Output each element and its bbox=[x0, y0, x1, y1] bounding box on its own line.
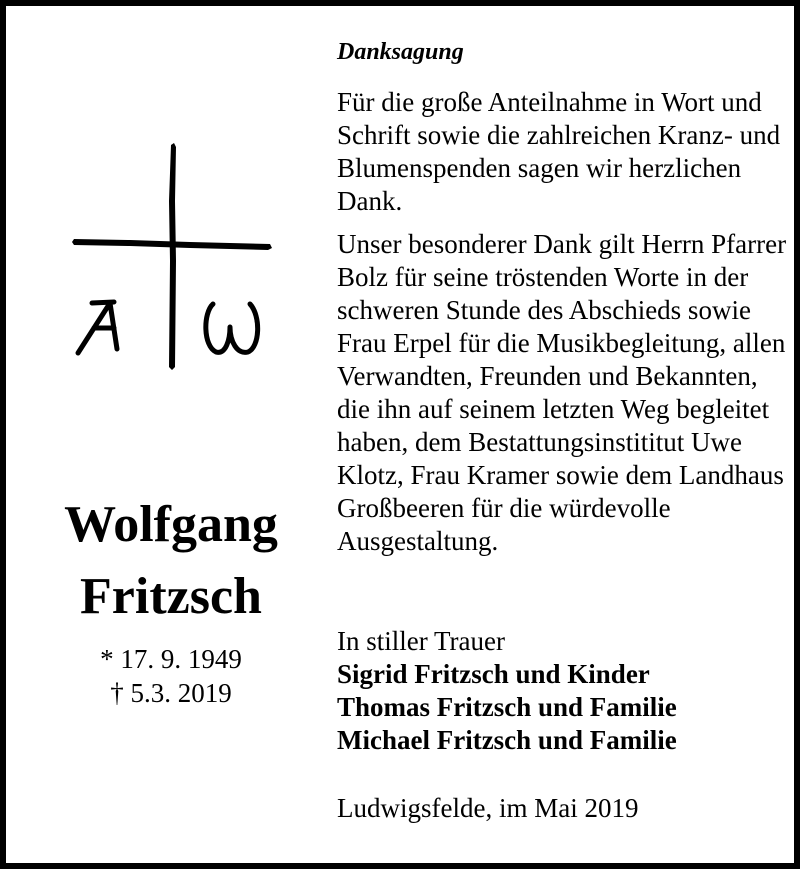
place-date: Ludwigsfelde, im Mai 2019 bbox=[337, 793, 639, 823]
family-line: Thomas Fritzsch und Familie bbox=[337, 692, 677, 722]
deceased-last-name: Fritzsch bbox=[80, 568, 262, 625]
mourning-line: In stiller Trauer bbox=[337, 626, 505, 656]
paragraph-special-thanks: Unser besonderer Dank gilt Herrn Pfarrer Bolz für seine tröstenden Worte in der schweren Stunde des Abschieds sowie Frau Erpel für die Musikbegleitung, allen Verwandten, Freunden und Bekannten, die ihn auf seinem letzten Weg begleitet haben, dem Bestattungsinstititut Uwe Klotz, Frau Kramer sowie dem Landhaus Großbeeren für die würdevolle Ausgestaltung. bbox=[337, 229, 787, 556]
heading: Danksagung bbox=[337, 39, 464, 65]
family-line: Sigrid Fritzsch und Kinder bbox=[337, 659, 650, 689]
cross-vertical-bar bbox=[169, 143, 176, 370]
birth-date: * 17. 9. 1949 bbox=[100, 644, 242, 674]
omega-glyph bbox=[206, 304, 258, 352]
family-line: Michael Fritzsch und Familie bbox=[337, 725, 677, 755]
death-date: † 5.3. 2019 bbox=[110, 678, 232, 708]
paragraph-thanks: Für die große Anteilnahme in Wort und Schrift sowie die zahlreichen Kranz- und Blumenspenden sagen wir herzlichen Dank. bbox=[337, 87, 781, 216]
cross-alpha-omega-icon bbox=[70, 141, 276, 373]
deceased-first-name: Wolfgang bbox=[64, 496, 278, 553]
alpha-glyph bbox=[78, 302, 117, 353]
